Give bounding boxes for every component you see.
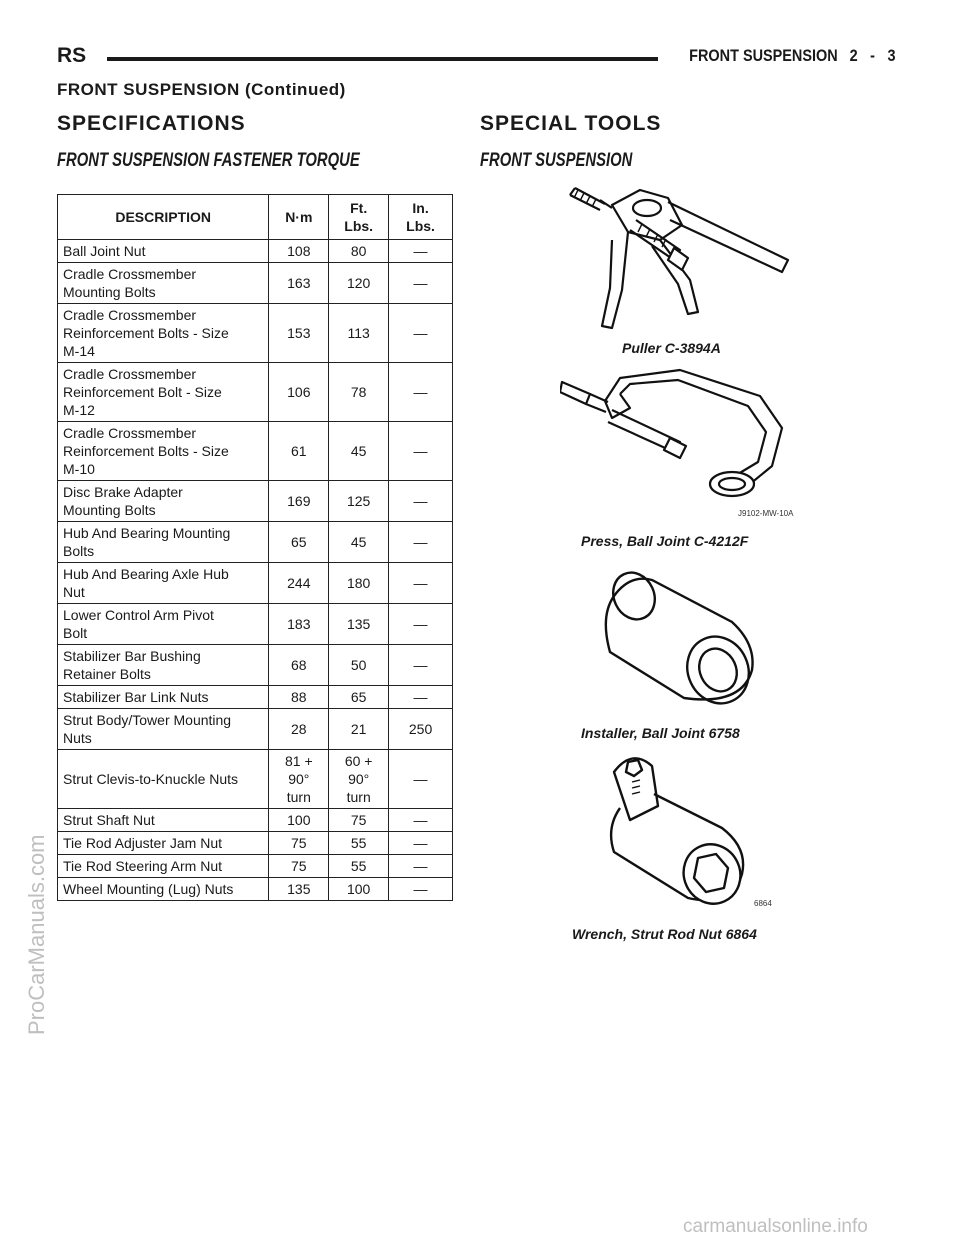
row-description: Strut Shaft Nut bbox=[58, 809, 269, 832]
side-watermark: ProCarManuals.com bbox=[24, 834, 49, 1035]
row-ft-lbs: 75 bbox=[329, 809, 389, 832]
row-description: Stabilizer Bar Link Nuts bbox=[58, 686, 269, 709]
page-header bbox=[57, 44, 900, 74]
row-description: Strut Clevis-to-Knuckle Nuts bbox=[58, 750, 269, 809]
row-ft-lbs: 45 bbox=[329, 522, 389, 563]
row-ft-lbs: 100 bbox=[329, 878, 389, 901]
row-in-lbs: — bbox=[389, 422, 453, 481]
row-ft-lbs: 60 + 90° turn bbox=[329, 750, 389, 809]
ball-joint-press-illustration bbox=[560, 366, 800, 521]
row-nm: 169 bbox=[269, 481, 329, 522]
torque-table-body bbox=[58, 240, 453, 901]
tool-caption-wrench: Wrench, Strut Rod Nut 6864 bbox=[572, 926, 757, 942]
table-row bbox=[58, 686, 453, 709]
specifications-title: SPECIFICATIONS bbox=[57, 112, 246, 135]
row-description: Ball Joint Nut bbox=[58, 240, 269, 263]
table-row bbox=[58, 709, 453, 750]
row-ft-lbs: 78 bbox=[329, 363, 389, 422]
page-number: 2 - 3 bbox=[849, 46, 900, 65]
row-nm: 75 bbox=[269, 832, 329, 855]
row-description: Hub And Bearing Axle Hub Nut bbox=[58, 563, 269, 604]
header-chapter: FRONT SUSPENSION bbox=[689, 46, 838, 65]
row-description: Lower Control Arm Pivot Bolt bbox=[58, 604, 269, 645]
row-ft-lbs: 120 bbox=[329, 263, 389, 304]
special-tools-title: SPECIAL TOOLS bbox=[480, 112, 662, 135]
row-in-lbs: — bbox=[389, 809, 453, 832]
row-nm: 135 bbox=[269, 878, 329, 901]
row-in-lbs: — bbox=[389, 750, 453, 809]
row-nm: 68 bbox=[269, 645, 329, 686]
table-row bbox=[58, 604, 453, 645]
front-suspension-subtitle: FRONT SUSPENSION bbox=[480, 150, 633, 171]
header-chapter-title bbox=[689, 46, 900, 66]
table-row bbox=[58, 240, 453, 263]
header-description: DESCRIPTION bbox=[58, 195, 269, 240]
table-row bbox=[58, 304, 453, 363]
row-nm: 106 bbox=[269, 363, 329, 422]
row-description: Tie Rod Adjuster Jam Nut bbox=[58, 832, 269, 855]
torque-table-title: FRONT SUSPENSION FASTENER TORQUE bbox=[57, 150, 360, 171]
row-nm: 61 bbox=[269, 422, 329, 481]
ball-joint-installer-illustration bbox=[592, 566, 782, 716]
table-row bbox=[58, 263, 453, 304]
table-row bbox=[58, 422, 453, 481]
row-in-lbs: — bbox=[389, 563, 453, 604]
row-ft-lbs: 55 bbox=[329, 832, 389, 855]
table-row bbox=[58, 855, 453, 878]
table-row bbox=[58, 809, 453, 832]
row-ft-lbs: 50 bbox=[329, 645, 389, 686]
strut-rod-nut-wrench-illustration bbox=[592, 748, 782, 913]
row-ft-lbs: 21 bbox=[329, 709, 389, 750]
table-row bbox=[58, 832, 453, 855]
row-nm: 163 bbox=[269, 263, 329, 304]
row-nm: 244 bbox=[269, 563, 329, 604]
torque-table bbox=[57, 194, 453, 901]
header-in-lbs: In. Lbs. bbox=[389, 195, 453, 240]
row-in-lbs: — bbox=[389, 481, 453, 522]
row-description: Disc Brake Adapter Mounting Bolts bbox=[58, 481, 269, 522]
tool-caption-puller: Puller C-3894A bbox=[622, 340, 721, 356]
row-nm: 183 bbox=[269, 604, 329, 645]
row-in-lbs: — bbox=[389, 604, 453, 645]
table-row bbox=[58, 750, 453, 809]
table-row bbox=[58, 522, 453, 563]
header-rule bbox=[107, 57, 658, 61]
row-description: Cradle Crossmember Reinforcement Bolts - Size M-10 bbox=[58, 422, 269, 481]
row-in-lbs: — bbox=[389, 645, 453, 686]
row-description: Cradle Crossmember Mounting Bolts bbox=[58, 263, 269, 304]
row-in-lbs: — bbox=[389, 686, 453, 709]
row-nm: 108 bbox=[269, 240, 329, 263]
row-nm: 75 bbox=[269, 855, 329, 878]
row-in-lbs: — bbox=[389, 855, 453, 878]
header-ft-lbs: Ft. Lbs. bbox=[329, 195, 389, 240]
table-row bbox=[58, 645, 453, 686]
row-in-lbs: 250 bbox=[389, 709, 453, 750]
table-row bbox=[58, 363, 453, 422]
header-nm: N·m bbox=[269, 195, 329, 240]
row-description: Strut Body/Tower Mounting Nuts bbox=[58, 709, 269, 750]
row-ft-lbs: 80 bbox=[329, 240, 389, 263]
row-description: Hub And Bearing Mounting Bolts bbox=[58, 522, 269, 563]
row-nm: 28 bbox=[269, 709, 329, 750]
row-in-lbs: — bbox=[389, 240, 453, 263]
row-nm: 153 bbox=[269, 304, 329, 363]
row-ft-lbs: 180 bbox=[329, 563, 389, 604]
row-ft-lbs: 125 bbox=[329, 481, 389, 522]
continued-title: FRONT SUSPENSION (Continued) bbox=[57, 80, 346, 99]
row-in-lbs: — bbox=[389, 263, 453, 304]
tool-caption-press: Press, Ball Joint C-4212F bbox=[581, 533, 749, 549]
row-nm: 88 bbox=[269, 686, 329, 709]
row-ft-lbs: 135 bbox=[329, 604, 389, 645]
table-row bbox=[58, 878, 453, 901]
row-description: Cradle Crossmember Reinforcement Bolts - Size M-14 bbox=[58, 304, 269, 363]
puller-tool-illustration bbox=[550, 180, 800, 330]
row-in-lbs: — bbox=[389, 522, 453, 563]
row-in-lbs: — bbox=[389, 363, 453, 422]
row-ft-lbs: 55 bbox=[329, 855, 389, 878]
header-section-code: RS bbox=[57, 44, 87, 67]
row-description: Tie Rod Steering Arm Nut bbox=[58, 855, 269, 878]
tool-caption-installer: Installer, Ball Joint 6758 bbox=[581, 725, 740, 741]
row-nm: 65 bbox=[269, 522, 329, 563]
press-figure-code: J9102-MW-10A bbox=[738, 509, 794, 518]
row-description: Wheel Mounting (Lug) Nuts bbox=[58, 878, 269, 901]
row-ft-lbs: 65 bbox=[329, 686, 389, 709]
row-in-lbs: — bbox=[389, 878, 453, 901]
row-description: Cradle Crossmember Reinforcement Bolt - Size M-12 bbox=[58, 363, 269, 422]
bottom-watermark: carmanualsonline.info bbox=[683, 1216, 868, 1237]
torque-table-header bbox=[58, 195, 453, 240]
row-nm: 100 bbox=[269, 809, 329, 832]
row-ft-lbs: 113 bbox=[329, 304, 389, 363]
table-row bbox=[58, 481, 453, 522]
table-row bbox=[58, 563, 453, 604]
wrench-figure-code: 6864 bbox=[754, 899, 772, 908]
row-in-lbs: — bbox=[389, 304, 453, 363]
row-nm: 81 + 90° turn bbox=[269, 750, 329, 809]
row-description: Stabilizer Bar Bushing Retainer Bolts bbox=[58, 645, 269, 686]
row-in-lbs: — bbox=[389, 832, 453, 855]
row-ft-lbs: 45 bbox=[329, 422, 389, 481]
